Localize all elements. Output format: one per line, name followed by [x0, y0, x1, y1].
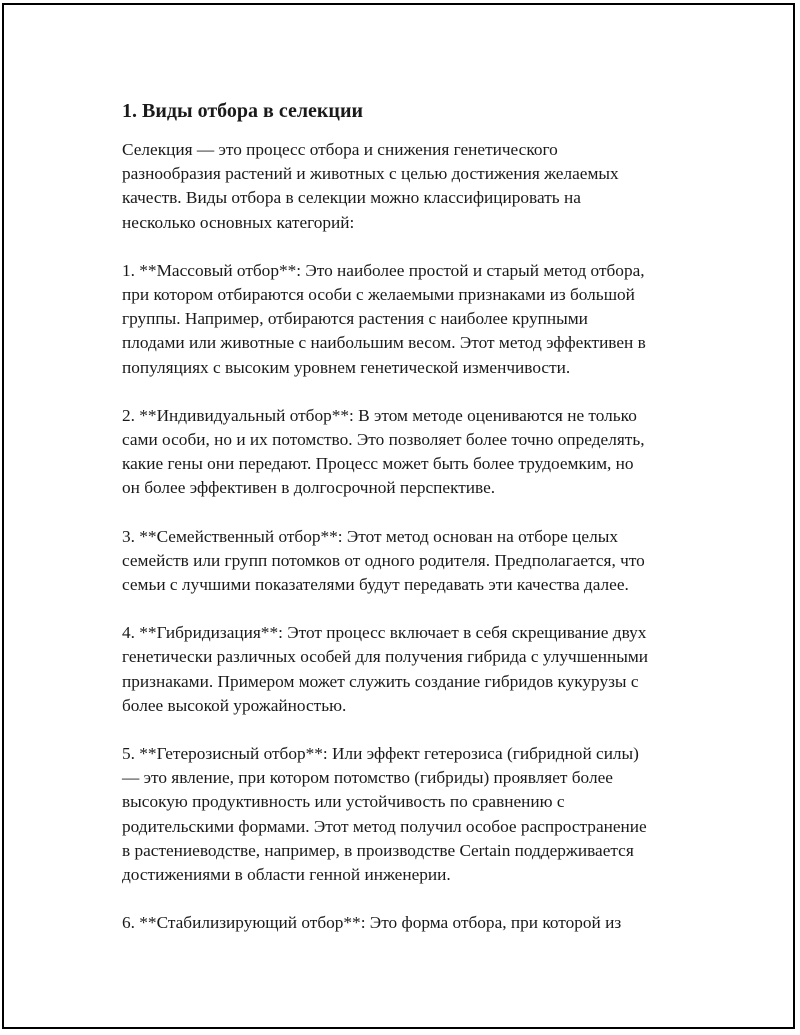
document-content — [122, 95, 702, 959]
text-line: 1. **Массовый отбор**: Это наиболее простой и старый метод отбора, — [122, 260, 645, 280]
paragraph — [122, 259, 702, 380]
text-line: семейств или групп потомков от одного родителя. Предполагается, что — [122, 550, 645, 570]
section-heading: 1. Виды отбора в селекции — [122, 100, 364, 122]
text-line: 3. **Семейственный отбор**: Этот метод основан на отборе целых — [122, 526, 618, 546]
paragraph — [122, 742, 702, 887]
text-line: качеств. Виды отбора в селекции можно классифицировать на — [122, 188, 581, 208]
text-line: в растениеводстве, например, в производстве Certain поддерживается — [122, 840, 634, 860]
text-line: более высокой урожайностью. — [122, 695, 347, 715]
text-line: при котором отбираются особи с желаемыми признаками из большой — [122, 285, 635, 305]
paragraph — [122, 621, 702, 718]
text-line: Селекция — это процесс отбора и снижения генетического — [122, 140, 558, 159]
text-line: популяциях с высоким уровнем генетической изменчивости. — [122, 357, 571, 377]
paragraphs-container — [122, 138, 702, 935]
text-line: какие гены они передают. Процесс может быть более трудоемким, но — [122, 454, 634, 474]
text-line: сами особи, но и их потомство. Это позволяет более точно определять, — [122, 430, 645, 450]
text-line: достижениями в области генной инженерии. — [122, 865, 451, 885]
paragraph — [122, 911, 702, 935]
paragraph — [122, 404, 702, 501]
text-line: 5. **Гетерозисный отбор**: Или эффект гетерозиса (гибридной силы) — [122, 744, 639, 764]
text-line: он более эффективен в долгосрочной перспективе. — [122, 478, 496, 498]
text-line: генетически различных особей для получения гибрида с улучшенными — [122, 647, 649, 667]
text-line: разнообразия растений и животных с целью достижения желаемых — [122, 164, 619, 184]
text-line: плодами или животные с наибольшим весом. Этот метод эффективен в — [122, 333, 646, 353]
text-line: 6. **Стабилизирующий отбор**: Это форма отбора, при которой из — [122, 913, 622, 933]
text-line: — это явление, при котором потомство (гибриды) проявляет более — [122, 768, 613, 788]
text-line: несколько основных категорий: — [122, 212, 355, 232]
text-line: родительскими формами. Этот метод получил особое распространение — [122, 816, 647, 836]
paragraph — [122, 138, 702, 235]
text-line: 2. **Индивидуальный отбор**: В этом методе оцениваются не только — [122, 405, 637, 425]
text-line: семьи с лучшими показателями будут передавать эти качества далее. — [122, 575, 629, 595]
text-line: высокую продуктивность или устойчивость по сравнению с — [122, 792, 565, 812]
text-line: 4. **Гибридизация**: Этот процесс включает в себя скрещивание двух — [122, 623, 647, 643]
text-line: группы. Например, отбираются растения с наиболее крупными — [122, 309, 588, 329]
paragraph — [122, 525, 702, 598]
text-line: признаками. Примером может служить создание гибридов кукурузы с — [122, 671, 639, 691]
page-frame — [2, 3, 795, 1029]
